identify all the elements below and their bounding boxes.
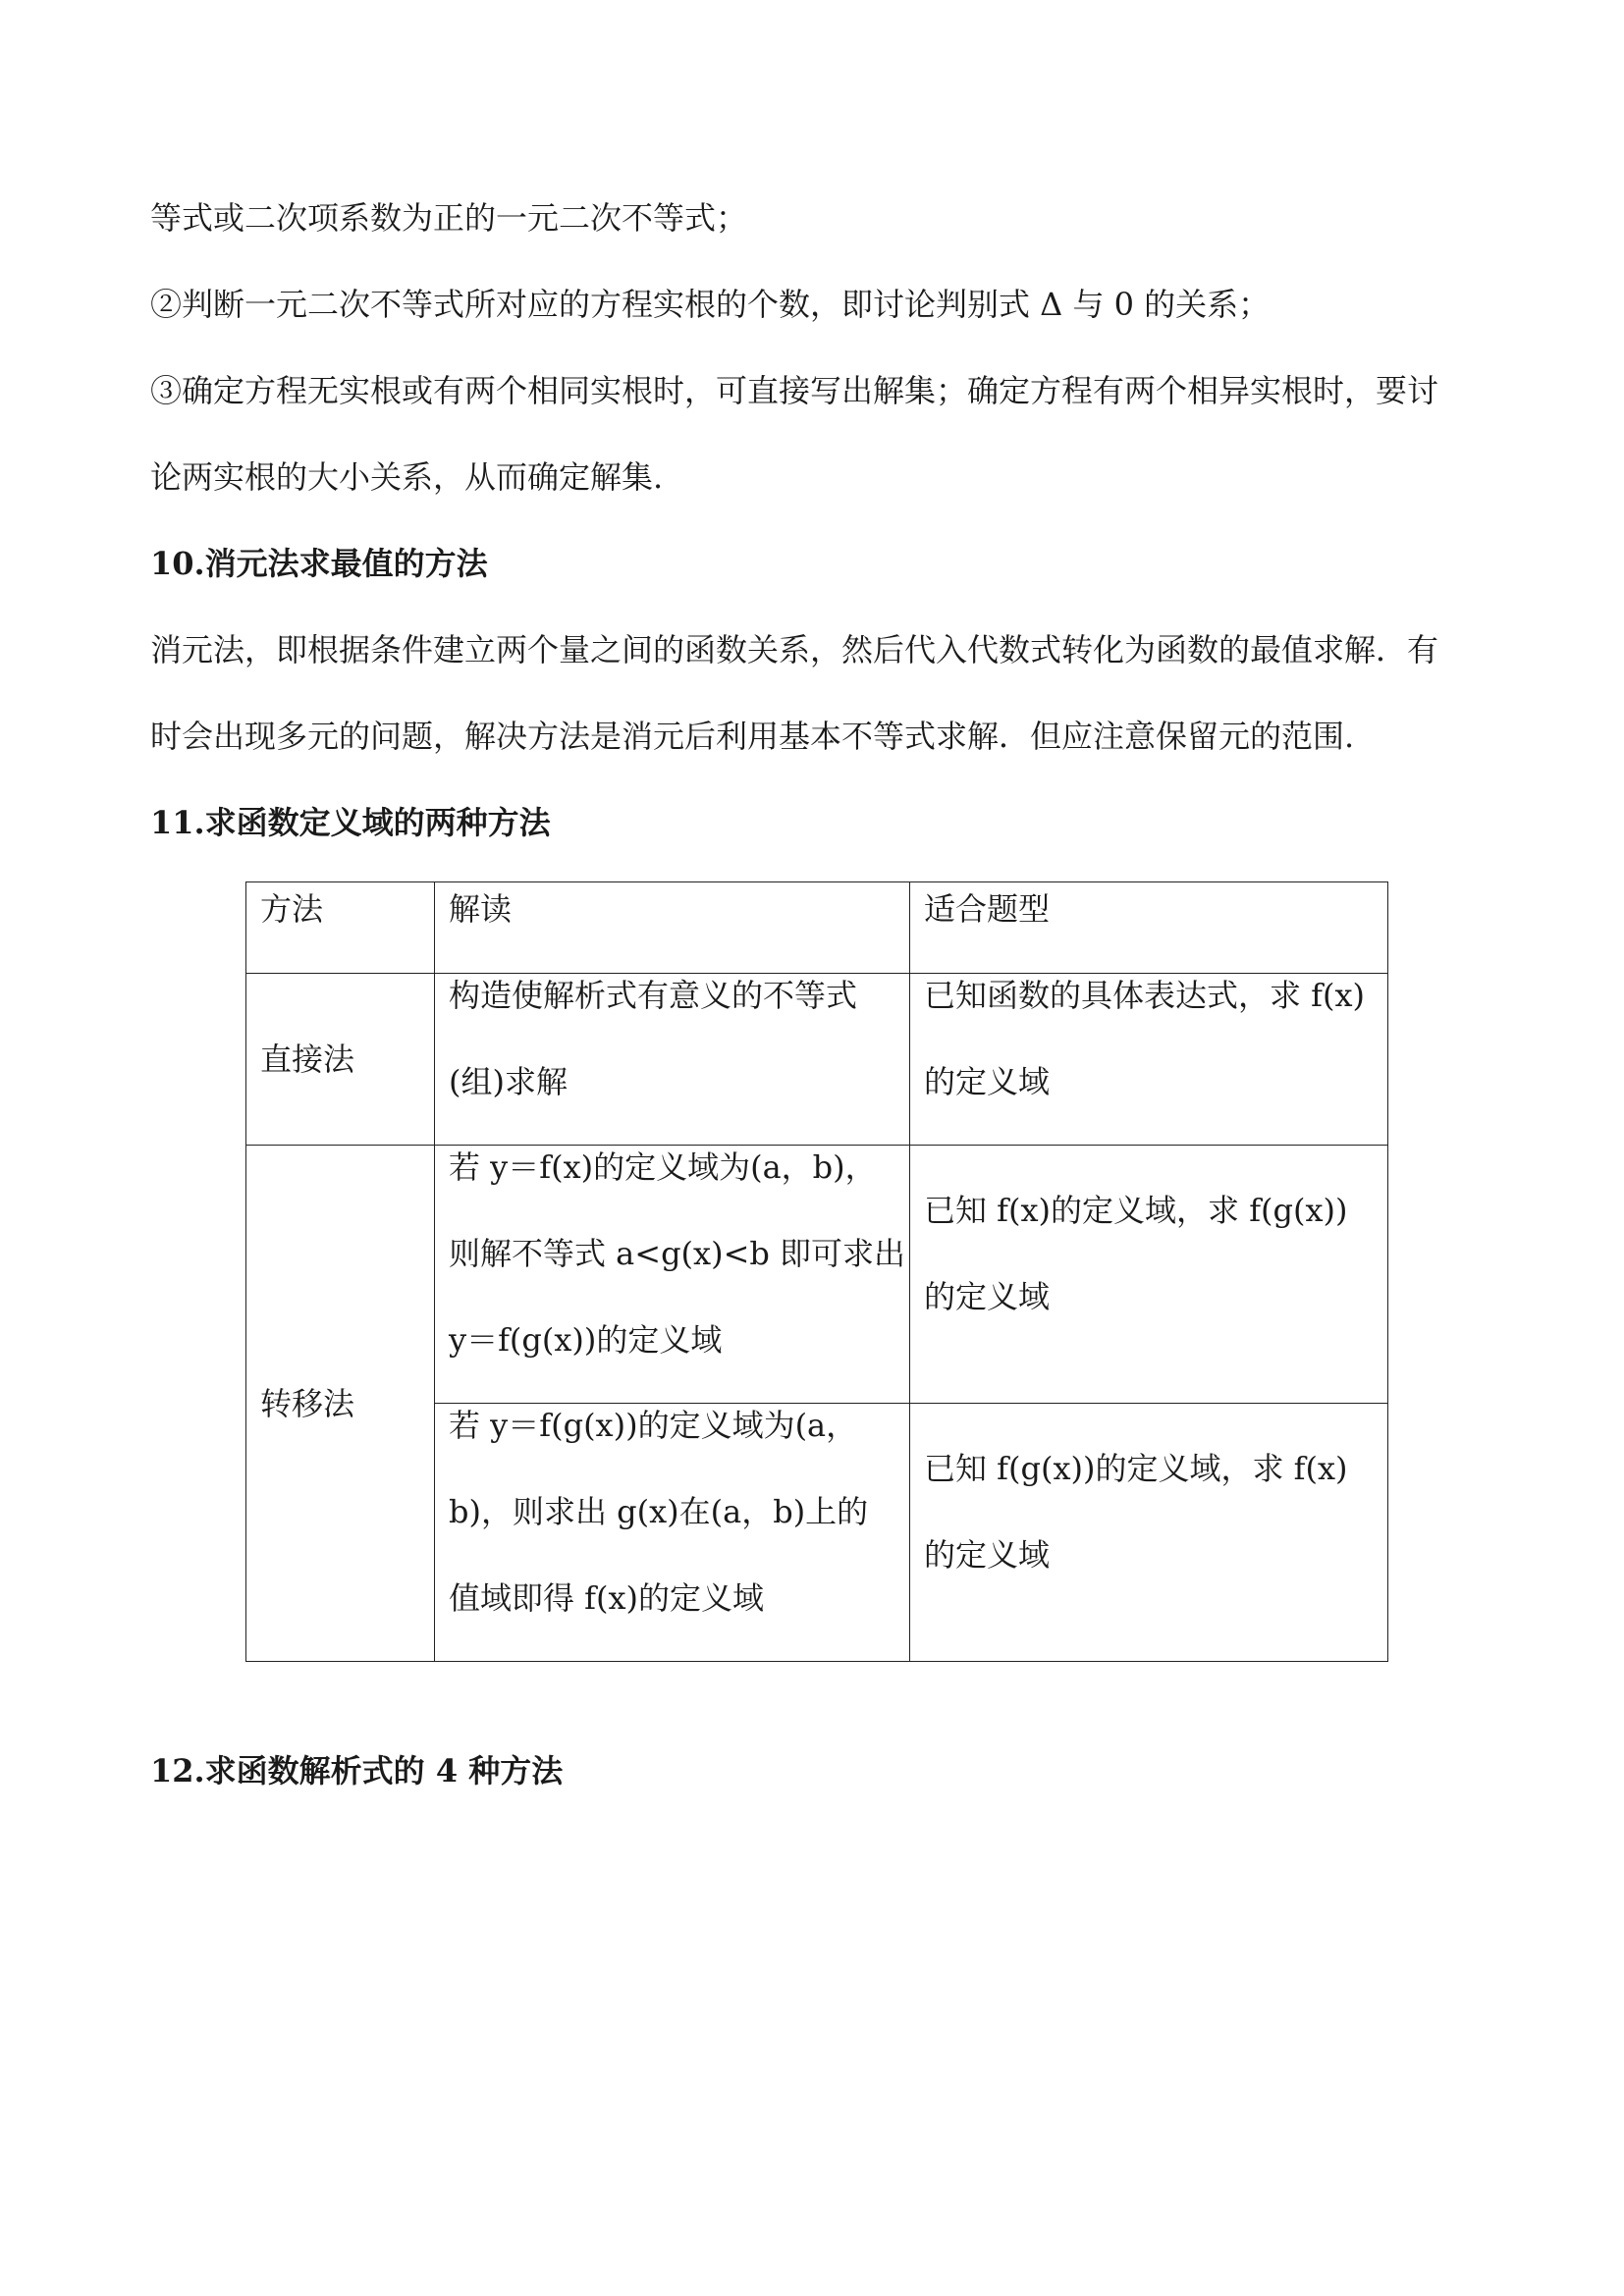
cell-text-line: 构造使解析式有意义的不等式 [449, 977, 858, 1014]
cell-text-line: 若 y＝f(g(x))的定义域为(a， [449, 1407, 858, 1444]
paragraph-line: ②判断一元二次不等式所对应的方程实根的个数，即讨论判别式 Δ 与 0 的关系； [150, 286, 1271, 323]
cell-text-line: 已知 f(g(x))的定义域，求 f(x) [924, 1450, 1348, 1487]
interpretation-cell [435, 1146, 910, 1404]
domain-methods-table [245, 881, 1388, 1662]
cell-text-line: 值域即得 f(x)的定义域 [449, 1579, 765, 1617]
cell-text-line: 若 y＝f(x)的定义域为(a，b)， [449, 1148, 877, 1186]
table-header-row [246, 882, 1388, 974]
cell-text-line: 已知函数的具体表达式，求 f(x) [924, 977, 1366, 1014]
interpretation-cell [435, 1404, 910, 1662]
problem-type-cell [910, 1146, 1388, 1404]
paragraph-line: 论两实根的大小关系，从而确定解集. [150, 458, 664, 496]
cell-text-line: 已知 f(x)的定义域，求 f(g(x)) [924, 1192, 1348, 1229]
table-header-cell: 适合题型 [910, 882, 1388, 974]
cell-text-line: 的定义域 [924, 1063, 1051, 1100]
cell-text-line: 则解不等式 a<g(x)<b 即可求出 [449, 1235, 906, 1272]
cell-text-line: (组)求解 [449, 1063, 568, 1100]
table-header-cell: 方法 [246, 882, 435, 974]
method-cell: 直接法 [246, 974, 435, 1146]
cell-text-line: b)，则求出 g(x)在(a，b)上的 [449, 1493, 869, 1530]
paragraph-line: 时会出现多元的问题，解决方法是消元后利用基本不等式求解．但应注意保留元的范围. [150, 718, 1355, 755]
section-heading-12: 12.求函数解析式的 4 种方法 [150, 1752, 564, 1789]
problem-type-cell [910, 1404, 1388, 1662]
table-header-cell: 解读 [435, 882, 910, 974]
cell-text-line: 的定义域 [924, 1278, 1051, 1315]
cell-text-line: 的定义域 [924, 1536, 1051, 1574]
paragraph-line: 等式或二次项系数为正的一元二次不等式； [150, 199, 748, 237]
cell-text-line: y＝f(g(x))的定义域 [449, 1321, 723, 1359]
problem-type-cell [910, 974, 1388, 1146]
interpretation-cell [435, 974, 910, 1146]
table-row [246, 974, 1388, 1146]
table-row [246, 1146, 1388, 1404]
paragraph-line: 消元法，即根据条件建立两个量之间的函数关系，然后代入代数式转化为函数的最值求解．有 [150, 631, 1439, 668]
section-heading-10: 10.消元法求最值的方法 [150, 545, 488, 582]
method-cell: 转移法 [246, 1146, 435, 1662]
section-heading-11: 11.求函数定义域的两种方法 [150, 804, 551, 841]
paragraph-line: ③确定方程无实根或有两个相同实根时，可直接写出解集；确定方程有两个相异实根时，要讨 [150, 372, 1439, 409]
